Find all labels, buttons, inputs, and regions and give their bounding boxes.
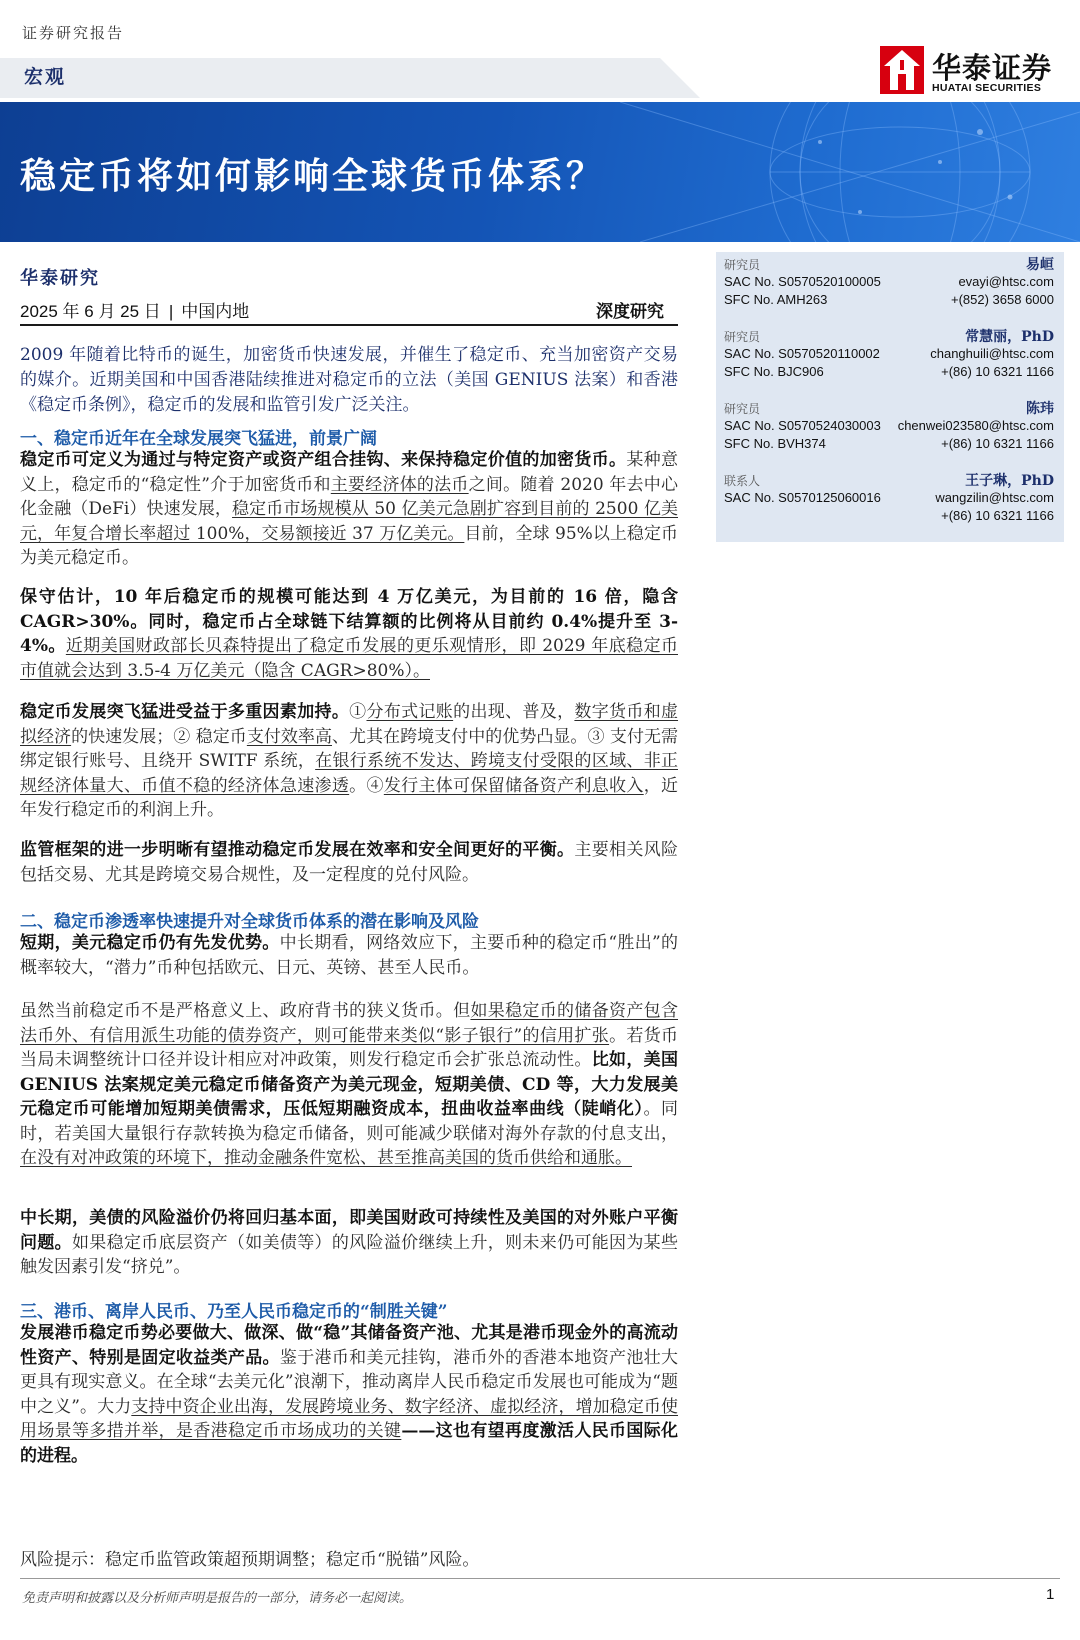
section-1-paragraph-1: 稳定币可定义为通过与特定资产或资产组合挂钩、来保持稳定价值的加密货币。某种意义上，稳定币的“稳定性”介于加密货币和主要经济体的法币之间。随着 2020 年去中心化金融（DeFi）快速发展，稳定币市场规模从 50 亿美元急剧扩容到目前的 2500 亿美元，年复合增长率超过 100%，交易额接近 37 万亿美元。目前，全球 95%以上稳定币为美元稳定币。 <box>20 450 679 568</box>
header-rule <box>20 324 678 326</box>
analyst-role: 研究员 <box>724 402 761 416</box>
analyst-phone: +(86) 10 6321 1166 <box>941 436 1054 451</box>
section-2-paragraph-2: 虽然当前稳定币不是严格意义上、政府背书的狭义货币。但如果稳定币的储备资产包含法币外、有信用派生功能的债券资产，则可能带来类似“影子银行”的信用扩张。若货币当局未调整统计口径并设计相应对冲政策，则发行稳定币会扩张总流动性。比如，美国 GENIUS 法案规定美元稳定币储备资产为美元现金，短期美债、CD 等，大力发展美元稳定币可能增加短期美债需求，压低短期融资成本，扭曲收益率曲线（陡峭化）。同时，若美国大量银行存款转换为稳定币储备，则可能减少联储对海外存款的付息支出，在没有对冲政策的环境下，推动金融条件宽松、甚至推高美国的货币供给和通胀。 <box>20 1001 679 1168</box>
analyst-role: 研究员 <box>724 258 761 272</box>
analyst-sac: SAC No. S0570520110002 <box>724 346 880 361</box>
analyst-name: 易峘 <box>1026 257 1054 273</box>
section-1-paragraph-4: 监管框架的进一步明晰有望推动稳定币发展在效率和安全间更好的平衡。主要相关风险包括交易、尤其是跨境交易合规性，及一定程度的兑付风险。 <box>20 840 679 885</box>
analyst-email[interactable]: chenwei023580@htsc.com <box>897 418 1054 433</box>
footer-rule <box>20 1578 1060 1579</box>
report-title: 稳定币将如何影响全球货币体系？ <box>20 155 606 197</box>
section-1-paragraph-3: 稳定币发展突飞猛进受益于多重因素加持。①分布式记账的出现、普及，数字货币和虚拟经济的快速发展；② 稳定币支付效率高、尤其在跨境支付中的优势凸显。③ 支付无需绑定银行账号、且绕开 SWITF 系统，在银行系统不发达、跨境支付受限的区域、非正规经济体量大、币值不稳的经济体急速渗透。④发行主体可保留储备资产利息收入，近年发行稳定币的利润上升。 <box>20 702 679 820</box>
contact-sac: SAC No. S0570125060016 <box>724 490 881 505</box>
logo-chinese-name: 华泰证券 <box>932 53 1053 85</box>
analyst-sfc: SFC No. BVH374 <box>724 436 826 451</box>
section-1-paragraph-2: 保守估计，10 年后稳定币的规模可能达到 4 万亿美元，为目前的 16 倍，隐含 CAGR>30%。同时，稳定币占全球链下结算额的比例将从目前约 0.4%提升至 3-4%。近期美国财政部长贝森特提出了稳定币发展的更乐观情形，即 2029 年底稳定币市值就会达到 3.5-4 万亿美元（隐含 CAGR>80%）。 <box>20 587 678 681</box>
risk-warning: 风险提示：稳定币监管政策超预期调整；稳定币“脱锚”风险。 <box>20 1550 480 1570</box>
analyst-sfc: SFC No. AMH263 <box>724 292 828 307</box>
dateline: 2025 年 6 月 25 日 | 中国内地 <box>20 302 250 321</box>
report-date: 2025 年 6 月 25 日 <box>20 302 161 321</box>
analyst-panel <box>716 252 1064 542</box>
page-number: 1 <box>1046 1586 1055 1603</box>
contact-email[interactable]: wangzilin@htsc.com <box>935 490 1054 505</box>
section-tab-background <box>0 58 700 98</box>
analyst-sfc: SFC No. BJC906 <box>724 364 824 379</box>
huatai-logo-icon <box>880 46 924 94</box>
analyst-sac: SAC No. S0570524030003 <box>724 418 881 433</box>
analyst-role: 研究员 <box>724 330 761 344</box>
section-label: 宏观 <box>24 66 67 88</box>
footer-disclaimer: 免责声明和披露以及分析师声明是报告的一部分，请务必一起阅读。 <box>22 1591 413 1606</box>
research-org: 华泰研究 <box>20 268 100 289</box>
section-3-paragraph-1: 发展港币稳定币势必要做大、做深、做“稳”其储备资产池、尤其是港币现金外的高流动性资产、特别是固定收益类产品。鉴于港币和美元挂钩，港币外的香港本地资产池壮大更具有现实意义。在全球“去美元化”浪潮下，推动离岸人民币稳定币发展也可能成为“题中之义”。大力支持中资企业出海，发展跨境业务、数字经济、虚拟经济，增加稳定币使用场景等多措并举，是香港稳定币市场成功的关键——这也有望再度激活人民币国际化的进程。 <box>20 1323 679 1466</box>
report-region: 中国内地 <box>181 302 250 321</box>
contact-name: 王子琳，PhD <box>965 473 1054 489</box>
logo-english-name: HUATAI SECURITIES <box>932 82 1042 94</box>
analyst-phone: +(852) 3658 6000 <box>950 292 1054 307</box>
analyst-phone: +(86) 10 6321 1166 <box>941 364 1054 379</box>
analyst-name: 陈玮 <box>1026 401 1054 417</box>
analyst-email[interactable]: evayi@htsc.com <box>958 274 1054 289</box>
analyst-email[interactable]: changhuili@htsc.com <box>930 346 1054 361</box>
document-type-label: 证券研究报告 <box>22 24 125 42</box>
section-2-paragraph-1: 短期，美元稳定币仍有先发优势。中长期看，网络效应下，主要币种的稳定币“胜出”的概率较大，“潜力”币种包括欧元、日元、英镑、甚至人民币。 <box>20 933 679 978</box>
intro-paragraph: 2009 年随着比特币的诞生，加密货币快速发展，并催生了稳定币、充当加密资产交易的媒介。近期美国和中国香港陆续推进对稳定币的立法（美国 GENIUS 法案）和香港《稳定币条例》，稳定币的发展和监管引发广泛关注。 <box>20 345 678 415</box>
contact-role: 联系人 <box>724 474 761 488</box>
analyst-sac: SAC No. S0570520100005 <box>724 274 881 289</box>
section-1-heading: 一、稳定币近年在全球发展突飞猛进，前景广阔 <box>20 429 377 449</box>
contact-phone: +(86) 10 6321 1166 <box>941 508 1054 523</box>
report-type: 深度研究 <box>596 302 664 322</box>
section-2-heading: 二、稳定币渗透率快速提升对全球货币体系的潜在影响及风险 <box>20 912 479 932</box>
section-3-heading: 三、港币、离岸人民币、乃至人民币稳定币的“制胜关键” <box>20 1302 448 1322</box>
analyst-name: 常慧丽，PhD <box>965 329 1054 345</box>
section-2-paragraph-3: 中长期，美债的风险溢价仍将回归基本面，即美国财政可持续性及美国的对外账户平衡问题。如果稳定币底层资产（如美债等）的风险溢价继续上升，则未来仍可能因为某些触发因素引发“挤兑”。 <box>20 1208 679 1277</box>
huatai-logo <box>880 46 1060 96</box>
